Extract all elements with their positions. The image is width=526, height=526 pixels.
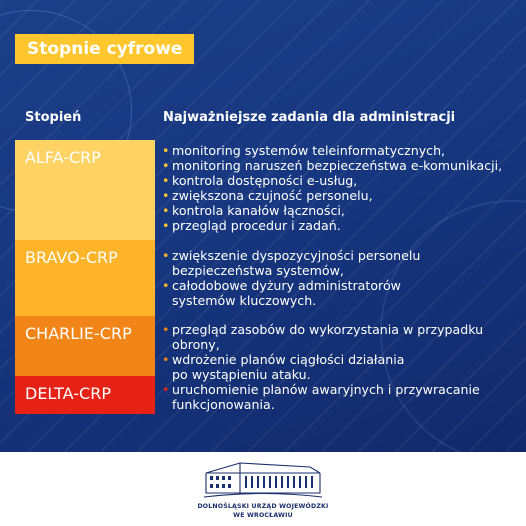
task-item: • kontrola dostępności e-usług, [160,173,502,188]
task-item: • przegląd procedur i zadań. [160,218,502,233]
task-item [160,382,480,412]
task-line: bezpieczeństwa systemów, [172,263,344,278]
page-title: Stopnie cyfrowe [15,34,194,64]
level-delta [15,376,155,414]
task-line: po wystąpieniu ataku. [172,367,311,382]
level-label: DELTA-CRP [25,384,111,403]
task-list-alfa [160,143,502,233]
task-item [160,248,420,278]
task-item: • zwiększona czujność personelu, [160,188,502,203]
task-line: • przegląd zasobów do wykorzystania w przypadku obrony, [172,322,484,352]
level-label: BRAVO-CRP [25,248,118,267]
task-line: • uruchomienie planów awaryjnych i przywracanie [172,382,480,397]
level-bravo [15,240,155,316]
task-line: funkcjonowania. [172,397,275,412]
task-line: • wdrożenie planów ciągłości działania [172,352,405,367]
task-item: • monitoring systemów teleinformatycznych, [160,143,502,158]
task-item [160,322,526,352]
level-charlie [15,316,155,376]
building-logo-icon [200,459,326,501]
task-item [160,278,420,308]
task-line: • całodobowe dyżury administratorów [172,278,401,293]
level-alfa [15,140,155,240]
task-item: • kontrola kanałów łączności, [160,203,502,218]
column-header-level: Stopień [25,110,82,125]
column-header-tasks: Najważniejsze zadania dla administracji [163,110,456,125]
logo-text-line-2: WE WROCŁAWIU [233,512,293,519]
level-label: ALFA-CRP [25,148,101,167]
level-label: CHARLIE-CRP [25,324,132,343]
task-list-bravo [160,248,420,308]
task-list-delta [160,382,480,412]
logo-text-line-1: DOLNOŚLĄSKI URZĄD WOJEWÓDZKI [197,503,329,510]
task-line: • zwiększenie dyspozycyjności personelu [172,248,421,263]
task-line: systemów kluczowych. [172,293,317,308]
task-item [160,352,526,382]
task-item: • monitoring naruszeń bezpieczeństwa e-komunikacji, [160,158,502,173]
task-list-charlie [160,322,526,382]
